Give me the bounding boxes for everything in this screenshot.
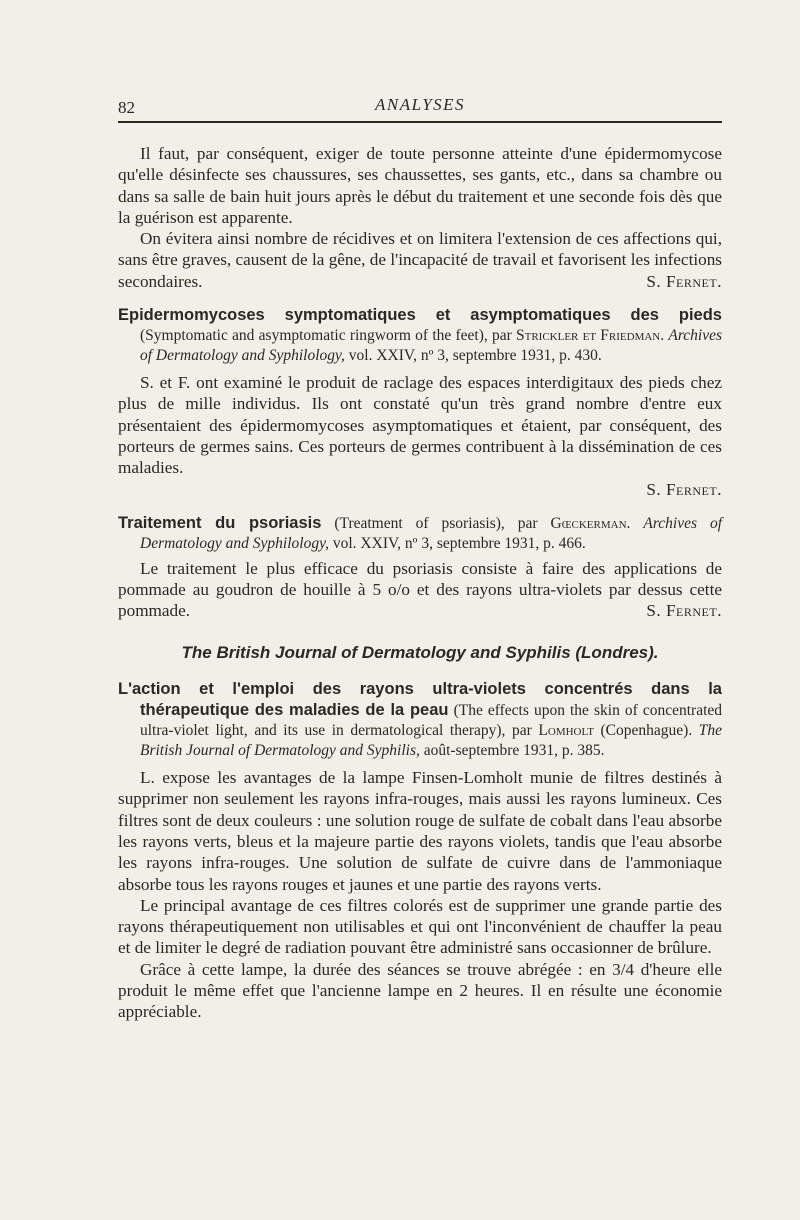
article-authors: Strickler et Friedman. xyxy=(516,327,665,345)
article-journal: Archives of Dermatology and Syphilology, xyxy=(140,514,723,552)
journal-section-heading: The British Journal of Dermatology and Syphilis (Londres). xyxy=(181,642,659,662)
article-reference: août-septembre 1931, p. 385. xyxy=(423,742,605,760)
page-header xyxy=(118,95,722,123)
signature: S. Fernet. xyxy=(646,601,722,621)
article-authors: Lomholt xyxy=(538,722,594,740)
running-head: ANALYSES xyxy=(374,95,466,114)
article-body-text: Le traitement le plus efficace du psoriasis consiste à faire des applications de pommade au goudron de houille à 5 o/o et des rayons ultra-violets par dessus cette pommade. xyxy=(118,558,722,621)
article-body: S. et F. ont examiné le produit de raclage des espaces interdigitaux des pieds chez plus de mille individus. Ils ont constaté qu'un très grand nombre d'entre eux présentaient des épidermomycoses asymptomatiques et étaient, par conséquent, des porteurs de germes sains. Ces porteurs de germes contribuent à la dissémination de ces maladies. xyxy=(118,373,722,478)
article-title: Epidermomycoses symptomatiques et asymptomatiques des pieds xyxy=(118,306,722,325)
article-authors: Gœckerman. xyxy=(550,514,631,532)
article-heading xyxy=(118,679,722,761)
intro-paragraph-2 xyxy=(118,228,722,292)
article-body-paragraph: Le principal avantage de ces filtres colorés est de supprimer une grande partie des rayons thérapeutiquement non utilisables et qui ont l'inconvénient de chauffer la peau et de limiter le degré de radiation pouvant être administré sans occasionner de brûlure. xyxy=(118,895,722,958)
intro-paragraph-2-text: On évitera ainsi nombre de récidives et on limitera l'extension de ces affections qui, sans être graves, causent de la gêne, de l'incapacité de travail et favorisent les infections secondaires. xyxy=(118,229,722,291)
article-subtitle: (Symptomatic and asymptomatic ringworm of the feet), par xyxy=(140,327,512,345)
page xyxy=(118,95,722,1023)
article-journal: The British Journal of Dermatology and Syphilis, xyxy=(140,722,723,760)
article-place: (Copenhague). xyxy=(600,722,693,740)
article-title: L'action et l'emploi des rayons ultra-violets concentrés dans la thérapeutique des maladies de la peau xyxy=(118,680,722,720)
article-subtitle: (Treatment of psoriasis), par xyxy=(334,514,538,532)
article-heading xyxy=(118,305,722,366)
article-heading xyxy=(118,513,722,554)
article-epidermomycoses xyxy=(118,305,722,500)
article-body-paragraph: L. expose les avantages de la lampe Finsen-Lomholt munie de filtres destinés à supprimer non seulement les rayons infra-rouges, mais aussi les rayons lumineux. Ces filtres sont de deux couleurs : une solution rouge de sulfate de cobalt dans l'eau absorbe les rayons verts, bleus et la majeure partie des rayons violets, tandis que l'eau absorbe les rayons infra-rouges. Une solution de sulfate de cuivre dans de l'ammoniaque absorbe tous les rayons rouges et jaunes et une partie des rayons verts. xyxy=(118,768,722,894)
article-psoriasis xyxy=(118,513,722,622)
article-subtitle: (The effects upon the skin of concentrated ultra-violet light, and its use in dermatological therapy), par xyxy=(140,702,723,740)
intro-paragraph: Il faut, par conséquent, exiger de toute personne atteinte d'une épidermomycose qu'elle désinfecte ses chaussures, ses chaussettes, ses gants, etc., dans sa chambre ou dans sa salle de bain huit jours après le début du traitement et une seconde fois dès que la guérison est apparente. xyxy=(118,144,722,227)
article-body-paragraph: Grâce à cette lampe, la durée des séances se trouve abrégée : en 3/4 d'heure elle produit le même effet que l'ancienne lampe en 2 heures. Il en résulte une économie appréciable. xyxy=(118,959,722,1022)
signature: S. Fernet. xyxy=(646,479,722,499)
article-reference: vol. XXIV, nº 3, septembre 1931, p. 466. xyxy=(332,534,586,552)
article-title: Traitement du psoriasis xyxy=(118,513,322,532)
article-ultraviolet xyxy=(118,679,722,1023)
article-journal: Archives of Dermatology and Syphilology, xyxy=(140,327,723,365)
page-body xyxy=(118,143,722,1023)
page-number: 82 xyxy=(118,98,135,117)
article-reference: vol. XXIV, nº 3, septembre 1931, p. 430. xyxy=(348,347,602,365)
signature: S. Fernet. xyxy=(646,271,722,291)
article-body xyxy=(118,558,722,622)
